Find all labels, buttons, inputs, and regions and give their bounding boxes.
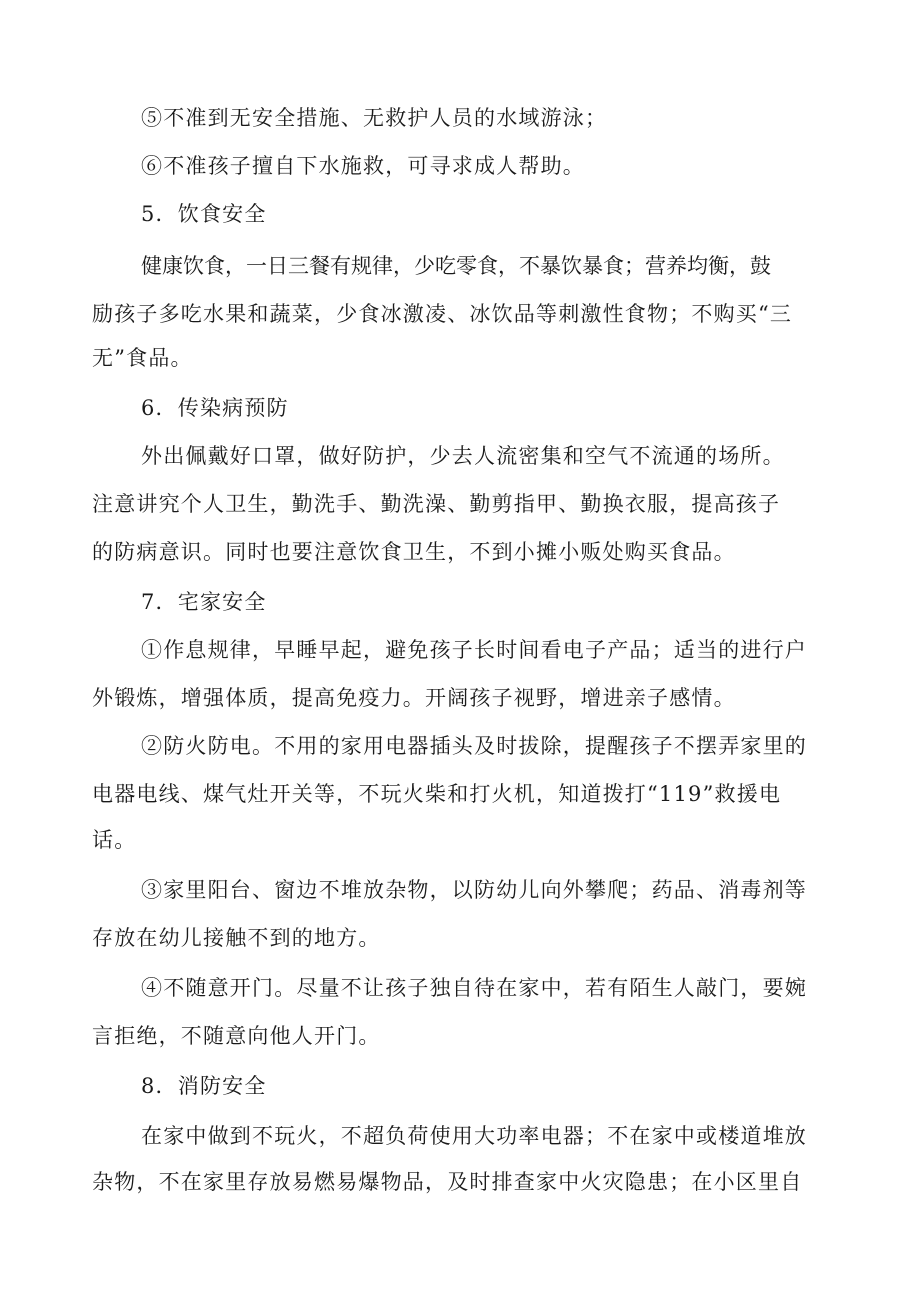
paragraph-line: 注意讲究个人卫生，勤洗手、勤洗澡、勤剪指甲、勤换衣服，提高孩子 <box>92 492 781 516</box>
paragraph-line: ①作息规律，早睡早起，避免孩子长时间看电子产品；适当的进行户 <box>141 638 807 662</box>
paragraph-line: 励孩子多吃水果和蔬菜，少食冰激凌、冰饮品等刺激性食物；不购买“三 <box>92 302 793 326</box>
paragraph-line: 外锻炼，增强体质，提高免疫力。开阔孩子视野，增进亲子感情。 <box>92 686 736 710</box>
paragraph-line: ③家里阳台、窗边不堆放杂物，以防幼儿向外攀爬；药品、消毒剂等 <box>141 878 807 902</box>
paragraph-line: 电器电线、煤气灶开关等，不玩火柴和打火机，知道拨打“119”救援电 <box>92 782 782 806</box>
paragraph-line: 存放在幼儿接触不到的地方。 <box>92 926 381 950</box>
paragraph-line: 在家中做到不玩火，不超负荷使用大功率电器；不在家中或楼道堆放 <box>141 1124 807 1148</box>
section-heading: 6．传染病预防 <box>141 396 289 420</box>
paragraph-line: ⑤不准到无安全措施、无救护人员的水域游泳； <box>141 106 608 130</box>
paragraph-line: 言拒绝，不随意向他人开门。 <box>92 1024 381 1048</box>
paragraph-line: ④不随意开门。尽量不让孩子独自待在家中，若有陌生人敲门，要婉 <box>141 976 807 1000</box>
paragraph-line: 杂物，不在家里存放易燃易爆物品，及时排查家中火灾隐患；在小区里自 <box>92 1170 803 1194</box>
paragraph-line: ⑥不准孩子擅自下水施救，可寻求成人帮助。 <box>141 154 585 178</box>
section-heading: 8．消防安全 <box>141 1074 267 1098</box>
paragraph-line: 话。 <box>92 828 137 852</box>
section-heading: 5．饮食安全 <box>141 202 267 226</box>
paragraph-line: ②防火防电。不用的家用电器插头及时拔除，提醒孩子不摆弄家里的 <box>141 734 807 758</box>
section-heading: 7．宅家安全 <box>141 590 267 614</box>
paragraph-line: 健康饮食，一日三餐有规律，少吃零食，不暴饮暴食；营养均衡，鼓 <box>141 254 771 278</box>
paragraph-line: 无”食品。 <box>92 346 193 370</box>
paragraph-line: 外出佩戴好口罩，做好防护，少去人流密集和空气不流通的场所。 <box>141 444 785 468</box>
paragraph-line: 的防病意识。同时也要注意饮食卫生，不到小摊小贩处购买食品。 <box>92 540 736 564</box>
